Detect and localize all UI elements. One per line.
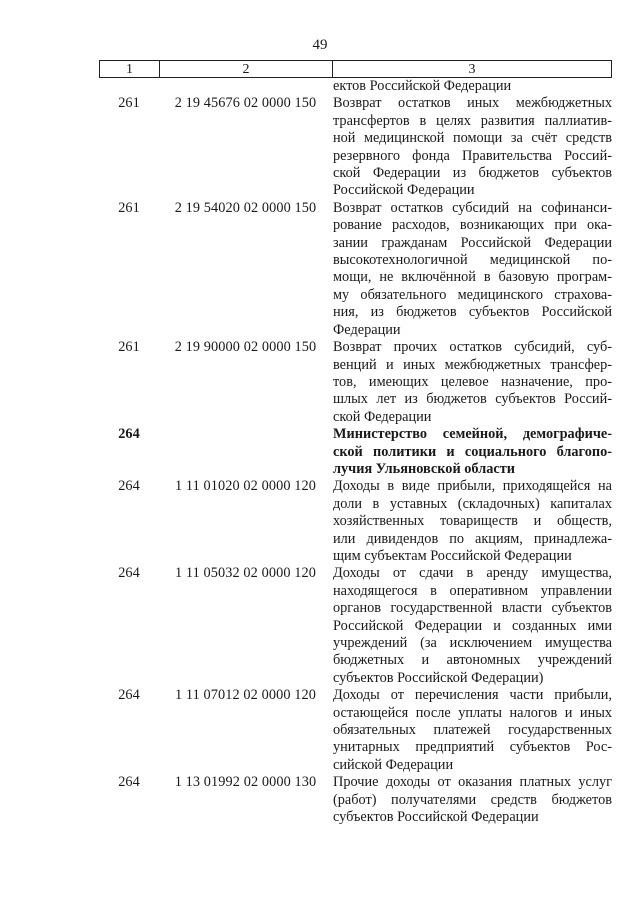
text-line: тов, имеющих целевое назначение, про- (333, 373, 612, 390)
text-line: Возврат прочих остатков субсидий, суб- (333, 339, 612, 356)
budget-code-cell (159, 426, 332, 478)
table-row (99, 95, 612, 199)
text-line: ной медицинской помощи за счёт средств (333, 130, 612, 147)
table-row (99, 200, 612, 339)
continuation-text (332, 78, 612, 95)
header-col-3: 3 (468, 62, 476, 77)
description-cell (332, 339, 612, 426)
description-cell (332, 426, 612, 478)
admin-code-cell: 264 (118, 426, 140, 443)
table-header-row (99, 60, 612, 78)
admin-code-cell: 261 (118, 339, 140, 356)
text-line: резервного фонда Правительства Россий- (333, 147, 612, 164)
text-line: Доходы от перечисления части прибыли, (333, 687, 612, 704)
text-line: му обязательного медицинского страхова- (333, 286, 612, 303)
budget-code-cell: 2 19 90000 02 0000 150 (174, 339, 317, 356)
description-cell (332, 200, 612, 339)
description-cell (332, 95, 612, 199)
text-line: Федерации (333, 321, 401, 338)
text-line: бюджетных и автономных учреждений (333, 652, 612, 669)
page-number: 49 (312, 37, 328, 53)
description-cell (332, 565, 612, 687)
text-line: высокотехнологичной медицинской по- (333, 252, 612, 269)
budget-code-cell: 1 11 05032 02 0000 120 (174, 565, 317, 582)
text-line: рование расходов, возникающих при ока- (333, 217, 612, 234)
admin-code-cell: 261 (118, 95, 140, 112)
text-line: ектов Российской Федерации (333, 78, 512, 94)
text-line: ния, из бюджетов субъектов Российской (333, 304, 612, 321)
text-line: шлых лет из бюджетов субъектов Россий- (333, 391, 612, 408)
text-line: Российской Федерации и созданных ими (333, 617, 612, 634)
description-cell (332, 687, 612, 774)
table-row (99, 478, 612, 565)
text-line: Прочие доходы от оказания платных услуг (333, 774, 612, 791)
text-line: или дивидендов по акциям, принадлежа- (333, 530, 612, 547)
text-line: щим субъектам Российской Федерации (333, 547, 572, 564)
admin-code-cell: 264 (118, 478, 140, 495)
text-line: ской политики и социального благопо- (333, 443, 612, 460)
text-line: субъектов Российской Федерации (333, 809, 539, 826)
text-line: Возврат остатков иных межбюджетных (333, 95, 612, 112)
table-row (99, 774, 612, 826)
budget-code-cell: 1 13 01992 02 0000 130 (174, 774, 317, 791)
text-line: ской Федерации из бюджетов субъектов (333, 165, 612, 182)
text-line: унитарных предприятий субъектов Рос- (333, 739, 612, 756)
text-line: зании гражданам Российской Федерации (333, 234, 612, 251)
budget-code-cell: 2 19 54020 02 0000 150 (174, 199, 317, 216)
text-line: ской Федерации (333, 408, 432, 425)
budget-code-cell: 2 19 45676 02 0000 150 (174, 95, 317, 112)
text-line: сийской Федерации (333, 756, 454, 773)
header-col-2: 2 (160, 61, 333, 77)
admin-code-cell: 264 (118, 687, 140, 704)
text-line: учреждений (за исключением имущества (333, 635, 612, 651)
table-row (99, 687, 612, 774)
text-line: Доходы от сдачи в аренду имущества, (333, 565, 612, 582)
header-col-1: 1 (100, 61, 160, 77)
admin-code-cell: 261 (118, 199, 140, 216)
table-row (99, 565, 612, 687)
continuation-row (99, 78, 612, 95)
table-row (99, 426, 612, 478)
text-line: мощи, не включённой в базовую програм- (333, 269, 612, 286)
text-line: венций и иных межбюджетных трансфер- (333, 356, 612, 373)
text-line: (работ) получателями средств бюджетов (333, 791, 612, 808)
text-line: субъектов Российской Федерации) (333, 669, 544, 686)
text-line: Российской Федерации (333, 182, 475, 199)
text-line: Министерство семейной, демографиче- (333, 426, 612, 443)
text-line: Возврат остатков субсидий на софинанси- (333, 199, 612, 216)
text-line: доли в уставных (складочных) капиталах (333, 495, 612, 512)
text-line: находящегося в оперативном управлении (333, 582, 612, 599)
text-line: остающейся после уплаты налогов и иных (333, 704, 612, 721)
budget-code-cell: 1 11 01020 02 0000 120 (174, 478, 317, 495)
table-body (99, 78, 612, 826)
budget-code-cell: 1 11 07012 02 0000 120 (174, 687, 317, 704)
text-line: трансфертов в целях развития паллиатив- (333, 112, 612, 129)
text-line: обязательных платежей государственных (333, 722, 612, 739)
table-row (99, 339, 612, 426)
text-line: Доходы в виде прибыли, приходящейся на (333, 478, 612, 495)
description-cell (332, 478, 612, 565)
text-line: хозяйственных товариществ и обществ, (333, 513, 612, 530)
text-line: лучия Ульяновской области (333, 460, 515, 477)
text-line: органов государственной власти субъектов (333, 600, 612, 617)
admin-code-cell: 264 (118, 774, 140, 791)
description-cell (332, 774, 612, 826)
admin-code-cell: 264 (118, 565, 140, 582)
